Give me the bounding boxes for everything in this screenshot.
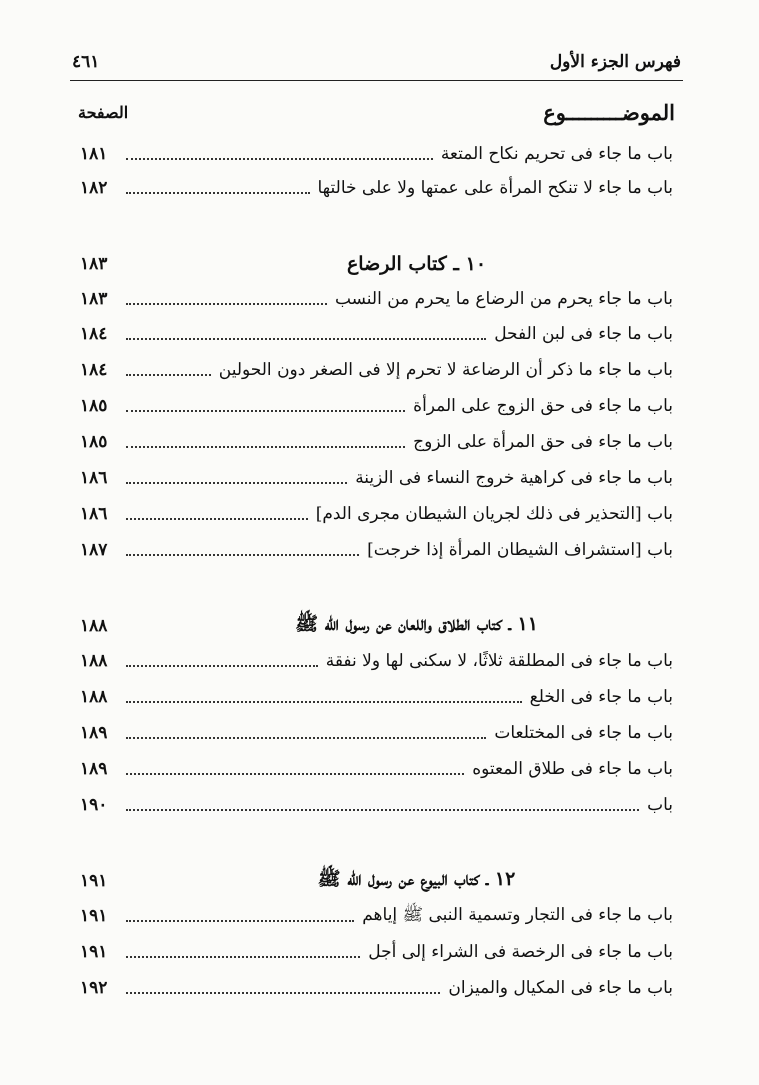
- entry-page: ١٩٠: [80, 795, 108, 815]
- dot-leader: [126, 920, 354, 922]
- entry-title: باب: [647, 795, 673, 815]
- entry-title: باب [استشراف الشيطان المرأة إذا خرجت]: [367, 540, 673, 560]
- chapter-heading: [80, 247, 673, 281]
- entry-title: باب ما جاء فى طلاق المعتوه: [472, 759, 673, 779]
- toc-entry: [80, 499, 673, 529]
- dot-leader: [126, 992, 440, 994]
- toc-entry: [80, 319, 673, 349]
- toc-entry: [80, 973, 673, 1003]
- dot-leader: [126, 737, 486, 739]
- entry-page: ١٨٧: [80, 540, 108, 560]
- entry-title: باب ما جاء ما ذكر أن الرضاعة لا تحرم إلا فى الصغر دون الحولين: [218, 360, 673, 380]
- header-rule: [70, 80, 683, 81]
- entry-title: باب ما جاء فى التجار وتسمية النبى ﷺ إياهم: [362, 904, 673, 925]
- dot-leader: [126, 192, 310, 194]
- entry-page: ١٨٤: [80, 324, 108, 344]
- toc-entry: [80, 646, 673, 676]
- entry-title: باب ما جاء فى المختلعات: [494, 723, 673, 743]
- entry-title: باب ما جاء فى لبن الفحل: [494, 324, 673, 344]
- dot-leader: [126, 303, 327, 305]
- entry-title: باب ما جاء يحرم من الرضاع ما يحرم من النسب: [334, 289, 673, 309]
- entry-title: باب ما جاء فى الخلع: [529, 687, 673, 707]
- entry-page: ١٨٨: [80, 651, 108, 671]
- entry-title: باب [التحذير فى ذلك لجريان الشيطان مجرى الدم]: [315, 504, 673, 524]
- entry-page: ١٨٦: [80, 468, 108, 488]
- dot-leader: [126, 665, 318, 667]
- entry-title: باب ما جاء فى حق الزوج على المرأة: [413, 396, 673, 416]
- entry-page: ١٨١: [80, 144, 108, 164]
- dot-leader: [126, 482, 347, 484]
- dot-leader: [126, 158, 433, 160]
- chapter-page: ١٩١: [80, 871, 108, 891]
- dot-leader: [126, 956, 360, 958]
- entry-page: ١٨٥: [80, 396, 108, 416]
- entry-title: باب ما جاء فى تحريم نكاح المتعة: [440, 144, 673, 164]
- entry-title: باب ما جاء فى الرخصة فى الشراء إلى أجل: [368, 942, 673, 962]
- entry-page: ١٨٢: [80, 178, 108, 198]
- chapter-title: ١١ ـ كتاب الطلاق واللعان عن رسول الله ﷺ: [295, 613, 538, 635]
- chapter-title: ١٢ ـ كتاب البيوع عن رسول الله ﷺ: [317, 868, 516, 890]
- toc-entry: [80, 427, 673, 457]
- toc-entry: [80, 391, 673, 421]
- toc-entry: [80, 901, 673, 931]
- entry-page: ١٨٥: [80, 432, 108, 452]
- toc-entry: [80, 754, 673, 784]
- toc-entry: [80, 463, 673, 493]
- toc-entry: [80, 682, 673, 712]
- entry-page: ١٨٦: [80, 504, 108, 524]
- toc-entry: [80, 139, 673, 169]
- entry-title: باب ما جاء فى كراهية خروج النساء فى الزينة: [355, 468, 673, 488]
- entry-page: ١٨٤: [80, 360, 108, 380]
- toc-entry: [80, 790, 673, 820]
- entry-title: باب ما جاء فى المطلقة ثلاثًا، لا سكنى لها ولا نفقة: [325, 651, 673, 671]
- entry-page: ١٨٣: [80, 289, 108, 309]
- dot-leader: [126, 773, 464, 775]
- page-number: ٤٦١: [72, 52, 100, 72]
- entry-title: باب ما جاء فى المكيال والميزان: [448, 978, 673, 998]
- toc-entry: [80, 284, 673, 314]
- dot-leader: [126, 518, 308, 520]
- dot-leader: [126, 410, 405, 412]
- running-header: [72, 46, 681, 78]
- chapter-page: ١٨٨: [80, 616, 108, 636]
- entry-page: ١٨٩: [80, 723, 108, 743]
- running-title: فهرس الجزء الأول: [549, 52, 681, 72]
- column-header: [78, 92, 675, 132]
- entry-page: ١٨٩: [80, 759, 108, 779]
- chapter-page: ١٨٣: [80, 254, 108, 274]
- toc-entry: [80, 173, 673, 203]
- entry-page: ١٨٨: [80, 687, 108, 707]
- dot-leader: [126, 338, 486, 340]
- page-column-label: الصفحة: [78, 102, 129, 122]
- dot-leader: [126, 446, 405, 448]
- chapter-heading: [80, 864, 673, 898]
- chapter-heading: [80, 609, 673, 643]
- dot-leader: [126, 554, 359, 556]
- chapter-title: ١٠ ـ كتاب الرضاع: [346, 253, 487, 275]
- entry-page: ١٩١: [80, 942, 108, 962]
- entry-page: ١٩١: [80, 906, 108, 926]
- toc-entry: [80, 718, 673, 748]
- entry-title: باب ما جاء فى حق المرأة على الزوج: [413, 432, 673, 452]
- entry-page: ١٩٢: [80, 978, 108, 998]
- toc-entry: [80, 355, 673, 385]
- toc-entry: [80, 535, 673, 565]
- topic-column-label: الموضـــــــــوع: [543, 99, 675, 125]
- entry-title: باب ما جاء لا تنكح المرأة على عمتها ولا على خالتها: [317, 178, 673, 198]
- toc-entry: [80, 937, 673, 967]
- dot-leader: [126, 374, 211, 376]
- dot-leader: [126, 701, 522, 703]
- dot-leader: [126, 809, 639, 811]
